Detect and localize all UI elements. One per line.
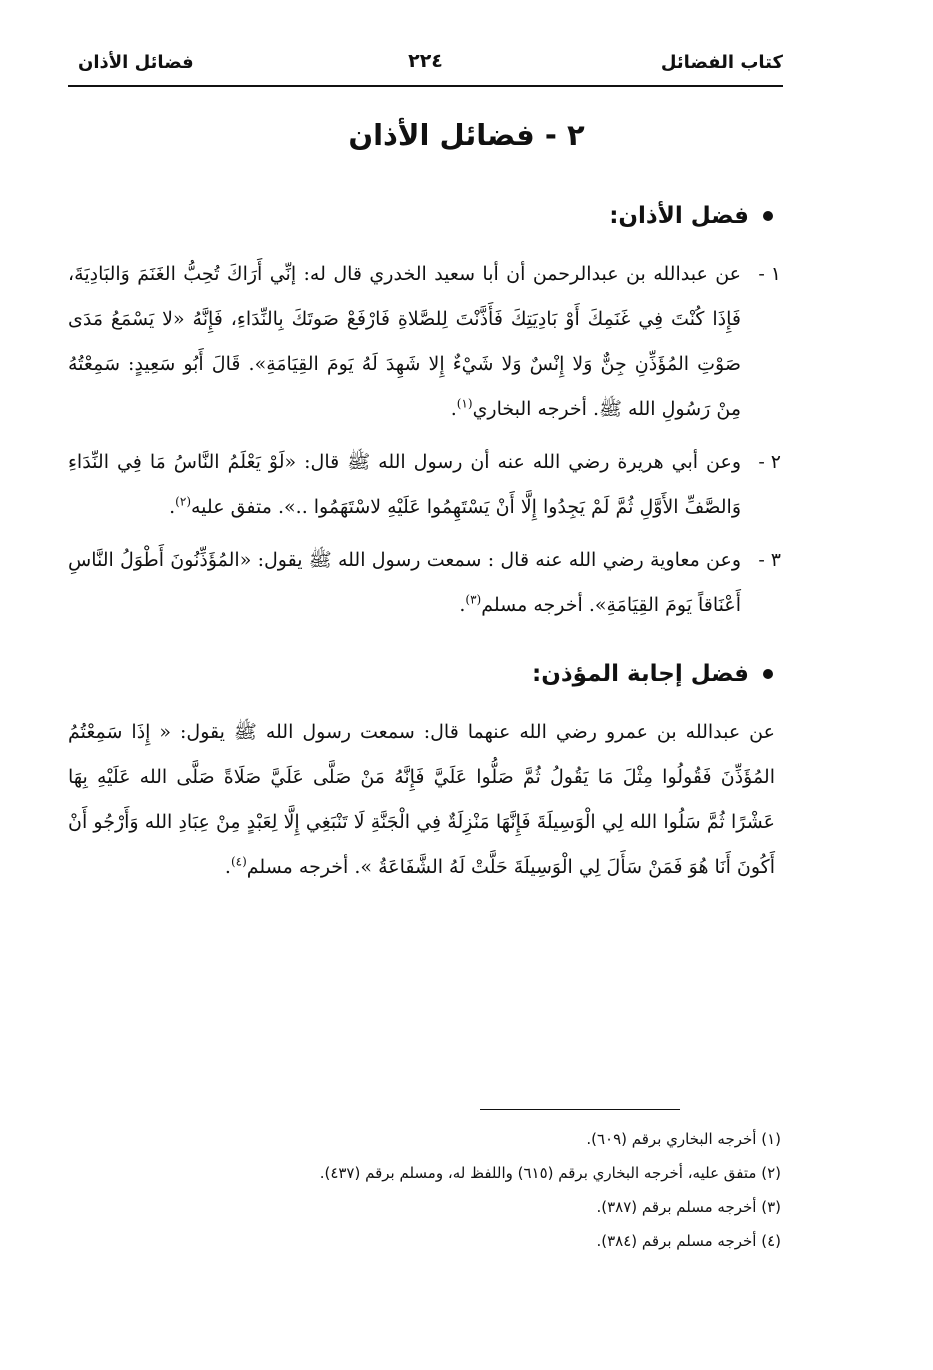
page-body (68, 194, 781, 890)
hadith-item (68, 440, 781, 530)
hadith-number: ١ - (758, 263, 781, 285)
bullet-icon (763, 669, 773, 679)
hadith-body: وعن أبي هريرة رضي الله عنه أن رسول الله ﷺ قال: «لَوْ يَعْلَمُ النَّاسُ مَا فِي النِّدَاءِ وَالصَّفِّ الأَوَّلِ ثُمَّ لَمْ يَجِدُوا إِلَّا أَنْ يَسْتَهِمُوا عَلَيْهِ لاسْتَهَمُوا ..». متفق عليه (68, 451, 741, 518)
hadith-item (68, 252, 781, 432)
hadith-body: عن عبدالله بن عمرو رضي الله عنهما قال: سمعت رسول الله ﷺ يقول: « إِذَا سَمِعْتُمُ المُؤَذِّنَ فَقُولُوا مِثْلَ مَا يَقُولُ ثُمَّ صَلُّوا عَلَيَّ فَإِنَّهُ مَنْ صَلَّى عَلَيَّ صَلَاةً صَلَّى الله عَلَيْهِ بِهَا عَشْرًا ثُمَّ سَلُوا الله لِي الْوَسِيلَةَ فَإِنَّهَا مَنْزِلَةٌ فِي الْجَنَّةِ لَا تَنْبَغِي إِلَّا لِعَبْدٍ مِنْ عِبَادِ الله وَأَرْجُو أَنْ أَكُونَ أَنَا هُوَ فَمَنْ سَأَلَ لِي الْوَسِيلَةَ حَلَّتْ لَهُ الشَّفَاعَةُ ». أخرجه مسلم (68, 721, 775, 878)
footnote-ref: (٣) (465, 592, 482, 607)
footnote: (٤) أخرجه مسلم برقم (٣٨٤). (596, 1232, 781, 1250)
section-heading-text: فضل الأذان: (609, 203, 749, 229)
hadith-text (68, 710, 781, 890)
sentence-end: . (224, 856, 231, 878)
hadith-number: ٣ - (758, 549, 781, 571)
hadith-item (68, 538, 781, 628)
hadith-body: عن عبدالله بن عبدالرحمن أن أبا سعيد الخدري قال له: إنِّي أَرَاكَ تُحِبُّ الغَنَمَ وَالبَادِيَةَ، فَإِذَا كُنْتَ فِي غَنَمِكَ أَوْ بَادِيَتِكَ فَأَذَّنْتَ لِلصَّلاةِ فَارْفَعْ صَوتَكَ بِالنِّدَاءِ، فَإِنَّهُ «لا يَسْمَعُ مَدَى صَوْتِ المُؤَذِّنِ جِنٌّ وَلا إِنْسٌ وَلا شَيْءٌ إِلا شَهِدَ لَهُ يَومَ القِيَامَةِ». قَالَ أَبُو سَعِيدٍ: سَمِعْتُهُ مِنْ رَسُولِ الله ﷺ. أخرجه البخاري (68, 263, 741, 420)
hadith-text (68, 440, 741, 530)
book-title: كتاب الفضائل (660, 52, 783, 73)
footnote-ref: (١) (456, 396, 473, 411)
header-divider (68, 85, 783, 87)
chapter-short-title: فضائل الأذان (78, 52, 194, 73)
section-heading-muezzin-response (68, 652, 773, 696)
section-heading-text: فضل إجابة المؤذن: (532, 661, 749, 687)
sentence-end: . (169, 496, 176, 518)
footnote-ref: (٤) (230, 854, 247, 869)
footnote: (٣) أخرجه مسلم برقم (٣٨٧). (596, 1198, 781, 1216)
footnote: (١) أخرجه البخاري برقم (٦٠٩). (586, 1130, 781, 1148)
hadith-number: ٢ - (758, 451, 781, 473)
footnote-divider (480, 1109, 680, 1110)
footnotes (141, 1122, 781, 1258)
section-heading-adhan-virtue (68, 194, 773, 238)
bullet-icon (763, 211, 773, 221)
footnote: (٢) متفق عليه، أخرجه البخاري برقم (٦١٥) واللفظ له، ومسلم برقم (٤٣٧). (319, 1164, 781, 1182)
hadith-text (68, 538, 741, 628)
hadith-text (68, 252, 741, 432)
running-header (68, 44, 783, 84)
chapter-title: ٢ - فضائل الأذان (348, 118, 585, 152)
page-number: ٢٢٤ (408, 50, 443, 72)
sentence-end: . (459, 594, 466, 616)
sentence-end: . (450, 398, 457, 420)
footnote-ref: (٢) (175, 494, 191, 509)
hadith-body: وعن معاوية رضي الله عنه قال : سمعت رسول الله ﷺ يقول: «المُؤَذِّنُونَ أَطْوَلُ النَّاسِ أَعْنَاقاً يَومَ القِيَامَةِ». أخرجه مسلم (68, 549, 741, 616)
